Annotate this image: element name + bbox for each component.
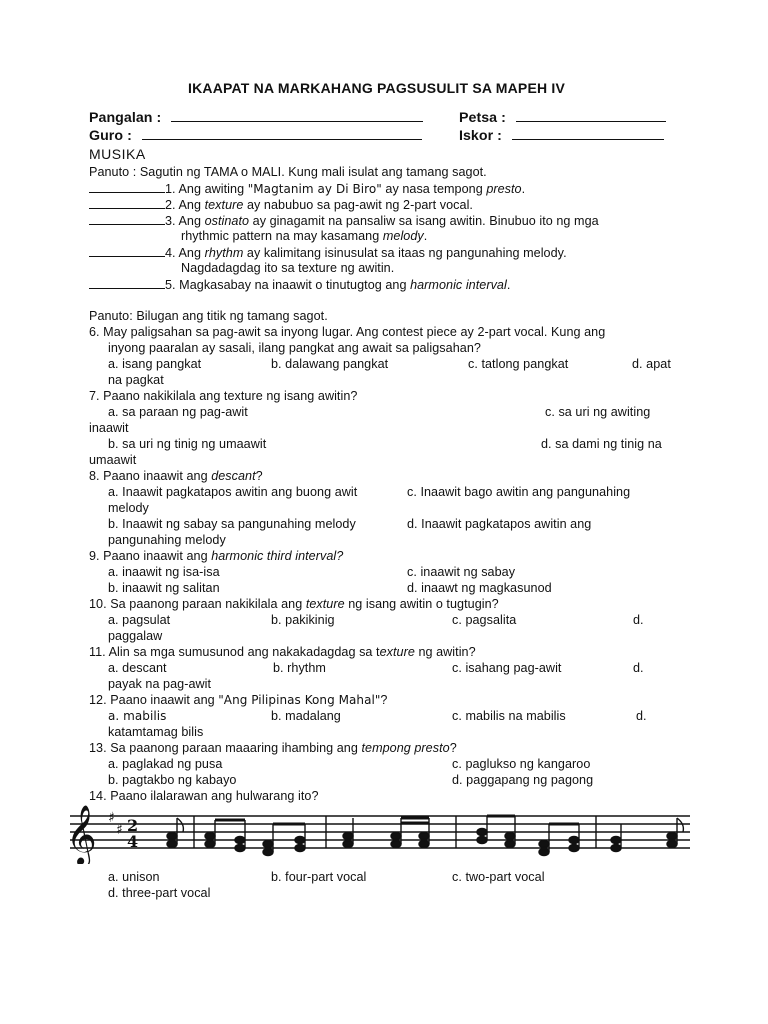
question-13-stem: 13. Sa paanong paraan maaaring ihambing ang tempong presto? [89, 741, 457, 755]
q12-option-c[interactable]: c. mabilis na mabilis [452, 709, 566, 723]
iskor-field[interactable] [459, 128, 664, 144]
treble-clef-icon: 𝄞 [66, 805, 97, 864]
pangalan-label: Pangalan : [89, 110, 162, 126]
tf-item-4: 4. Ang rhythm ay kalimitang isinusulat sa itaas ng pangunahing melody. [89, 245, 567, 261]
q8-option-d[interactable]: d. Inaawit pagkatapos awitin ang [407, 517, 592, 531]
q14-option-a[interactable]: a. unison [108, 870, 160, 884]
q12-option-d-cont: katamtamag bilis [108, 725, 204, 739]
answer-blank[interactable] [89, 245, 165, 257]
q9-option-a[interactable]: a. inaawit ng isa-isa [108, 565, 220, 579]
answer-blank[interactable] [89, 181, 165, 193]
q10-option-a[interactable]: a. pagsulat [108, 613, 171, 627]
iskor-blank[interactable] [512, 128, 664, 140]
question-12-stem: 12. Paano inaawit ang "Ang Pilipinas Kong Mahal"? [89, 693, 388, 707]
q13-option-b[interactable]: b. pagtakbo ng kabayo [108, 773, 237, 787]
q7-option-a[interactable]: a. sa paraan ng pag-awit [108, 405, 248, 419]
q10-option-d-cont: paggalaw [108, 629, 163, 643]
q11-option-a[interactable]: a. descant [108, 661, 167, 675]
question-7-stem: 7. Paano nakikilala ang texture ng isang awitin? [89, 389, 358, 403]
petsa-blank[interactable] [516, 110, 666, 122]
q6-option-a[interactable]: a. isang pangkat [108, 357, 202, 371]
sharp-icon: ♯ [108, 810, 115, 826]
q7-option-b[interactable]: b. sa uri ng tinig ng umaawit [108, 437, 267, 451]
question-6-stem-cont: inyong paaralan ay sasali, ilang pangkat ang await sa paligsahan? [108, 341, 481, 355]
part2-directions: Panuto: Bilugan ang titik ng tamang sagot. [89, 309, 328, 323]
pangalan-field[interactable] [89, 110, 423, 126]
petsa-field[interactable] [459, 110, 666, 126]
q11-option-d-cont: payak na pag-awit [108, 677, 212, 691]
guro-label: Guro : [89, 128, 132, 144]
pangalan-blank[interactable] [171, 110, 423, 122]
answer-blank[interactable] [89, 197, 165, 209]
q7-option-c[interactable]: c. sa uri ng awiting [545, 405, 651, 419]
question-8-stem: 8. Paano inaawit ang descant? [89, 469, 263, 483]
question-6-stem: 6. May paligsahan sa pag-awit sa inyong lugar. Ang contest piece ay 2-part vocal. Kung ang [89, 325, 606, 339]
q14-option-b[interactable]: b. four-part vocal [271, 870, 367, 884]
q11-option-c[interactable]: c. isahang pag-awit [452, 661, 562, 675]
tf-item-2: 2. Ang texture ay nabubuo sa pag-awit ng 2-part vocal. [89, 197, 473, 213]
q7-option-d-cont: umaawit [89, 453, 137, 467]
q13-option-a[interactable]: a. paglakad ng pusa [108, 757, 223, 771]
answer-blank[interactable] [89, 213, 165, 225]
q13-option-c[interactable]: c. paglukso ng kangaroo [452, 757, 591, 771]
q14-option-c[interactable]: c. two-part vocal [452, 870, 545, 884]
q6-option-c[interactable]: c. tatlong pangkat [468, 357, 569, 371]
q7-option-c-cont: inaawit [89, 421, 129, 435]
tf-item-3-cont: rhythmic pattern na may kasamang melody. [181, 229, 428, 243]
q8-option-a[interactable]: a. Inaawit pagkatapos awitin ang buong awit [108, 485, 358, 499]
q6-option-d-cont: na pagkat [108, 373, 164, 387]
guro-field[interactable] [89, 128, 422, 144]
time-signature: 2 [127, 816, 139, 835]
q14-option-d[interactable]: d. three-part vocal [108, 886, 211, 900]
q9-option-d[interactable]: d. inaawt ng magkasunod [407, 581, 552, 595]
petsa-label: Petsa : [459, 110, 506, 126]
q6-option-b[interactable]: b. dalawang pangkat [271, 357, 389, 371]
q9-option-c[interactable]: c. inaawit ng sabay [407, 565, 516, 579]
sharp-icon: ♯ [116, 822, 123, 838]
tf-item-3: 3. Ang ostinato ay ginagamit na pansaliw sa isang awitin. Binubuo ito ng mga [89, 213, 599, 229]
q10-option-b[interactable]: b. pakikinig [271, 613, 335, 627]
q12-option-a[interactable]: a. mabilis [108, 709, 167, 723]
q7-option-d[interactable]: d. sa dami ng tinig na [541, 437, 662, 451]
q12-option-d[interactable]: d. [636, 709, 647, 723]
time-signature: 4 [127, 832, 139, 851]
q6-option-d[interactable]: d. apat [632, 357, 671, 371]
section-heading: MUSIKA [89, 146, 146, 162]
question-9-stem: 9. Paano inaawit ang harmonic third interval? [89, 549, 344, 563]
tf-item-1: 1. Ang awiting "Magtanim ay Di Biro" ay nasa tempong presto. [89, 181, 525, 197]
question-14-stem: 14. Paano ilalarawan ang hulwarang ito? [89, 789, 319, 803]
q12-option-b[interactable]: b. madalang [271, 709, 341, 723]
q8-option-b[interactable]: b. Inaawit ng sabay sa pangunahing melody [108, 517, 356, 531]
q10-option-d[interactable]: d. [633, 613, 644, 627]
question-11-stem: 11. Alin sa mga sumusunod ang nakakadagdag sa texture ng awitin? [89, 645, 476, 659]
music-staff-image [64, 800, 696, 864]
q11-option-b[interactable]: b. rhythm [273, 661, 326, 675]
page-title: IKAAPAT NA MARKAHANG PAGSUSULIT SA MAPEH IV [188, 80, 566, 96]
tf-item-5: 5. Magkasabay na inaawit o tinutugtog ang harmonic interval. [89, 277, 510, 293]
q8-option-c-cont: melody [108, 501, 149, 515]
q8-option-c[interactable]: c. Inaawit bago awitin ang pangunahing [407, 485, 631, 499]
q10-option-c[interactable]: c. pagsalita [452, 613, 517, 627]
part1-directions: Panuto : Sagutin ng TAMA o MALI. Kung mali isulat ang tamang sagot. [89, 165, 487, 179]
q9-option-b[interactable]: b. inaawit ng salitan [108, 581, 220, 595]
answer-blank[interactable] [89, 277, 165, 289]
q8-option-d-cont: pangunahing melody [108, 533, 226, 547]
q13-option-d[interactable]: d. paggapang ng pagong [452, 773, 594, 787]
q11-option-d[interactable]: d. [633, 661, 644, 675]
question-10-stem: 10. Sa paanong paraan nakikilala ang texture ng isang awitin o tugtugin? [89, 597, 499, 611]
iskor-label: Iskor : [459, 128, 502, 144]
tf-item-4-cont: Nagdadagdag ito sa texture ng awitin. [181, 261, 395, 275]
guro-blank[interactable] [142, 128, 422, 140]
